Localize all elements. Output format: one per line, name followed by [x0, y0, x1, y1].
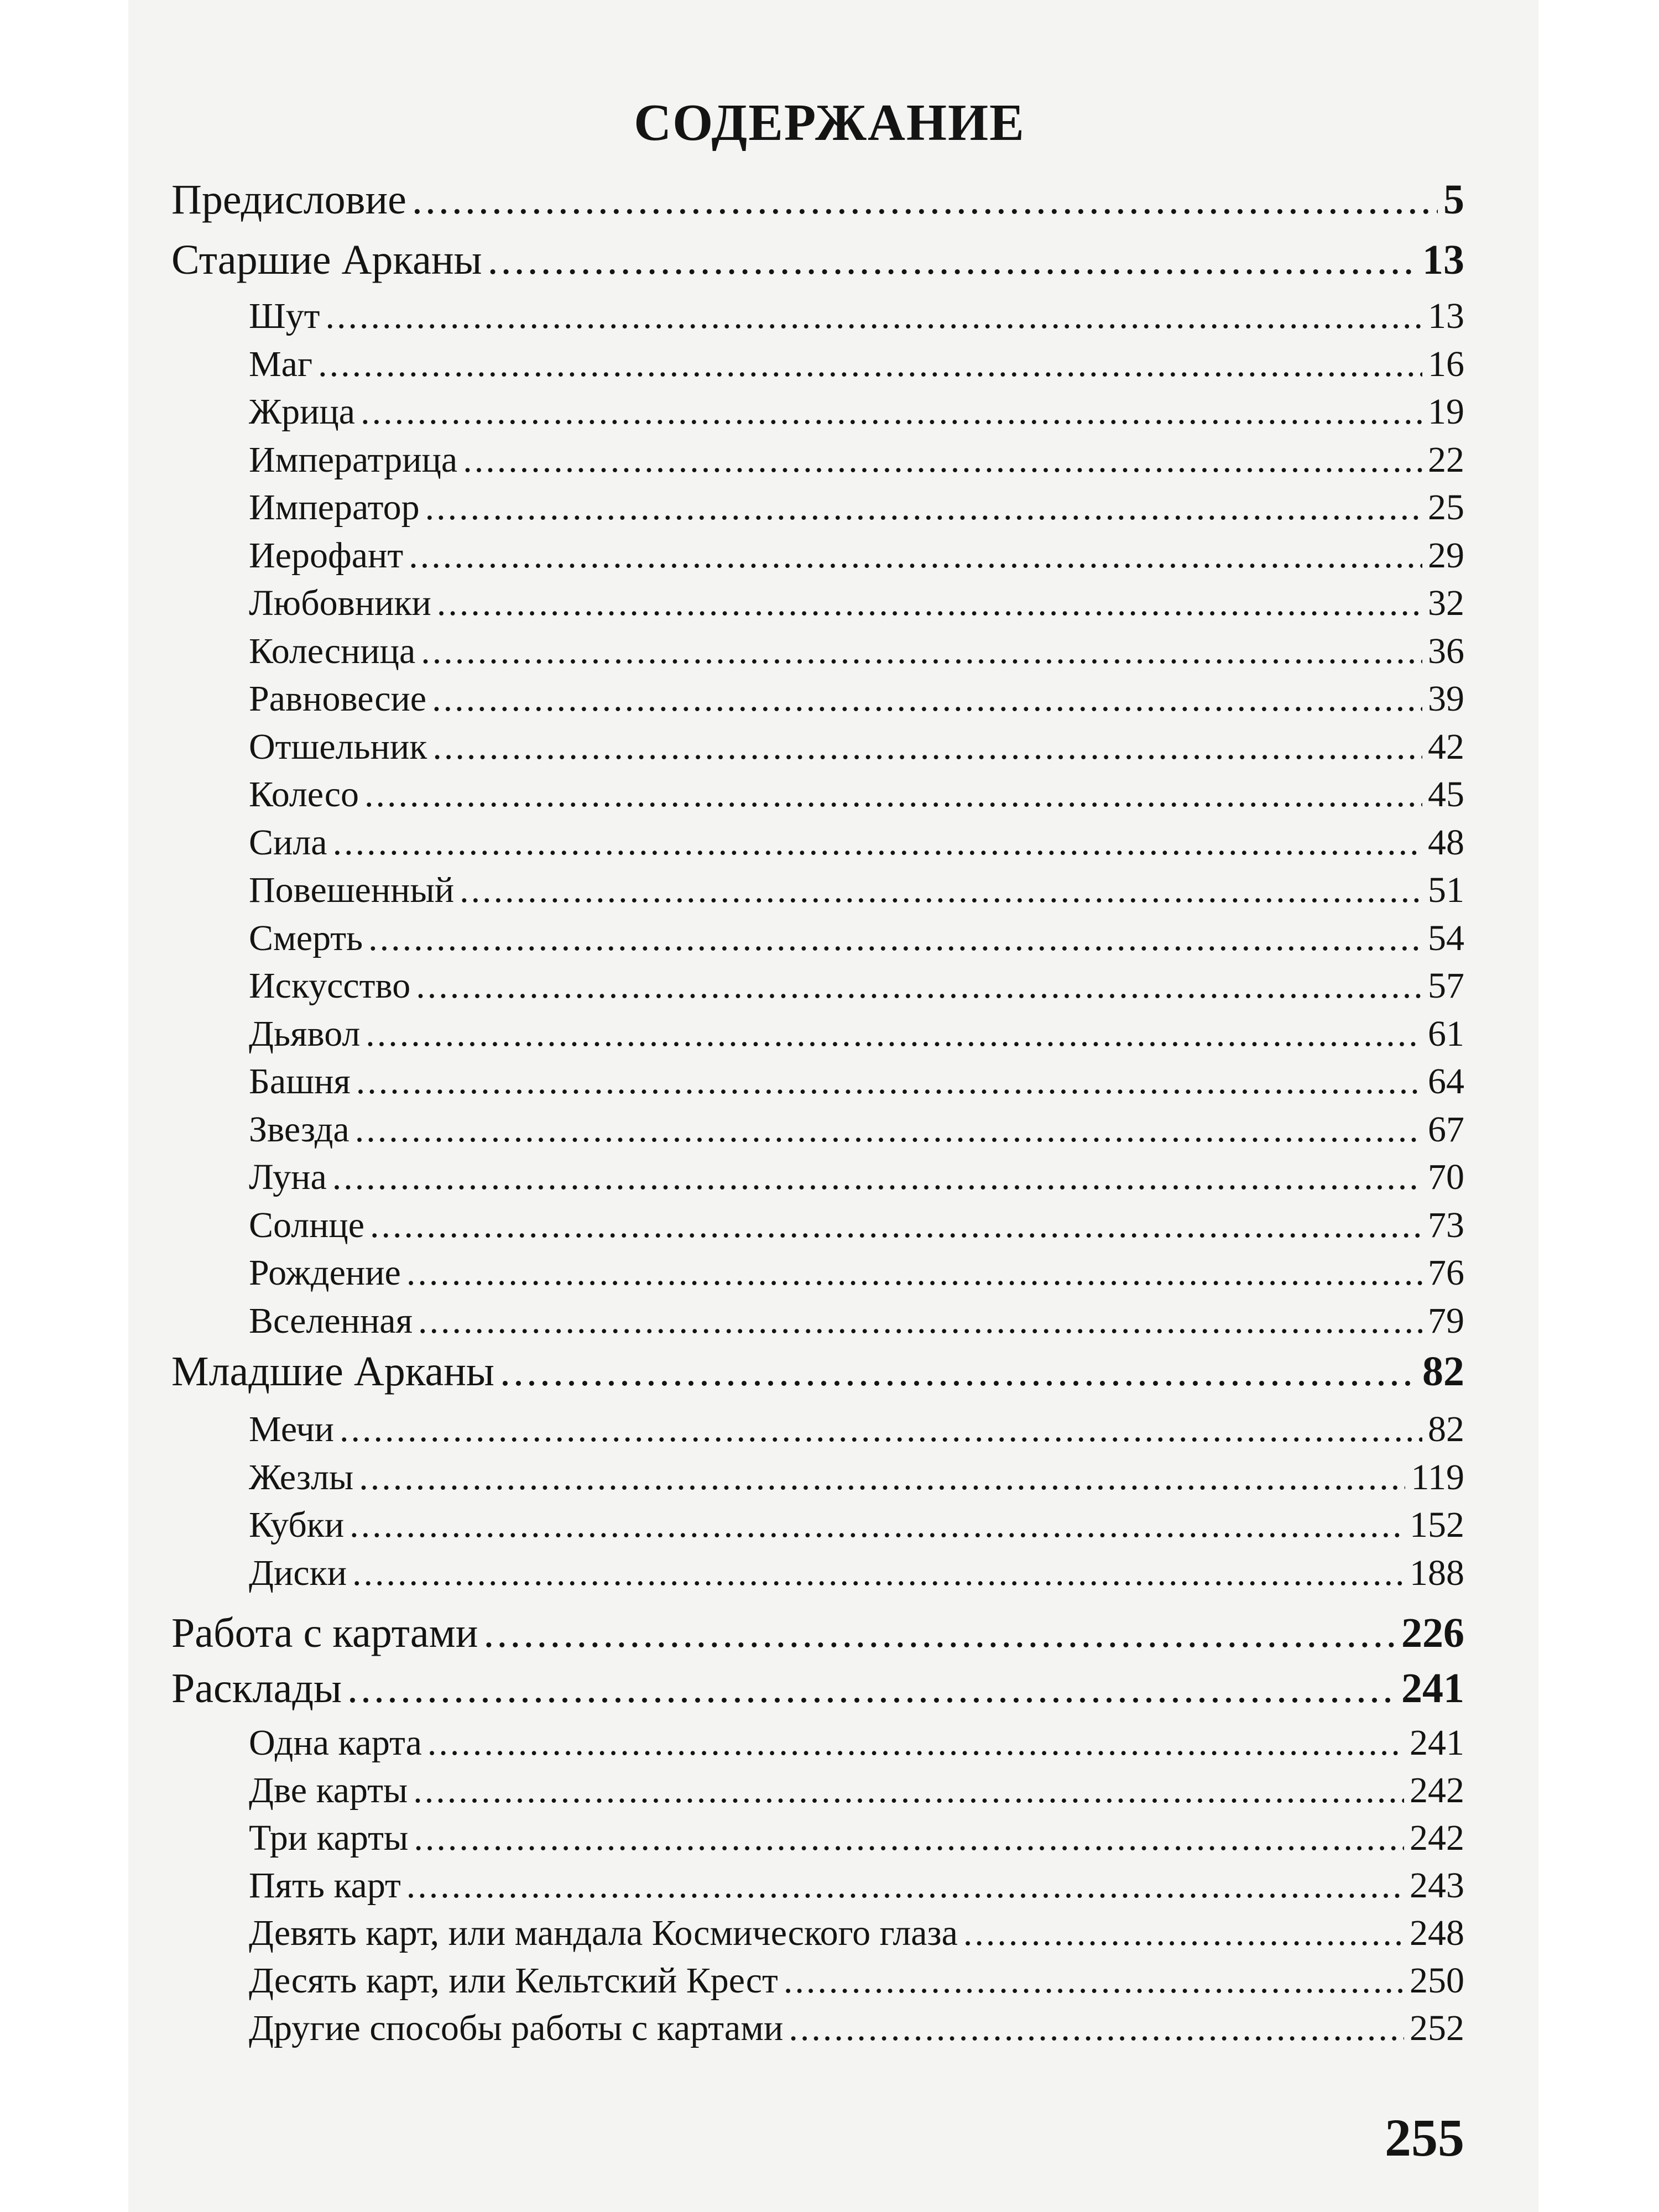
- toc-item: [249, 917, 1464, 959]
- toc-page-number: 5: [1443, 176, 1464, 223]
- dot-leader: [413, 1770, 1404, 1812]
- toc-page-number: 82: [1422, 1348, 1464, 1395]
- toc-page-number: 248: [1410, 1913, 1464, 1953]
- toc-label: Две карты: [249, 1770, 408, 1811]
- toc-label: Предисловие: [171, 176, 406, 223]
- toc-section: [171, 1348, 1464, 1396]
- toc-item: [249, 630, 1464, 672]
- dot-leader: [361, 391, 1422, 433]
- toc-page-number: 243: [1410, 1865, 1464, 1906]
- toc-page-number: 152: [1410, 1505, 1464, 1545]
- toc-item: [249, 678, 1464, 720]
- toc-item: [249, 1457, 1464, 1499]
- toc-item: [249, 1300, 1464, 1342]
- dot-leader: [355, 1109, 1422, 1151]
- toc-page-number: 241: [1401, 1665, 1464, 1712]
- toc-page-number: 19: [1428, 392, 1464, 432]
- toc-item: [249, 726, 1464, 768]
- dot-leader: [963, 1912, 1404, 1954]
- dot-leader: [368, 917, 1422, 959]
- toc-page-number: 64: [1428, 1061, 1464, 1102]
- toc-label: Башня: [249, 1061, 351, 1102]
- toc-label: Любовники: [249, 583, 431, 623]
- dot-leader: [500, 1348, 1417, 1396]
- toc-label: Императрица: [249, 440, 458, 480]
- toc-item: [249, 487, 1464, 529]
- dot-leader: [463, 439, 1422, 481]
- toc-item: [249, 774, 1464, 816]
- page-title: СОДЕРЖАНИЕ: [634, 94, 1025, 152]
- dot-leader: [416, 965, 1422, 1007]
- dot-leader: [349, 1504, 1404, 1546]
- toc-page-number: 42: [1428, 727, 1464, 767]
- toc-item: [249, 1408, 1464, 1451]
- dot-leader: [412, 176, 1438, 224]
- toc-item: [249, 582, 1464, 624]
- toc-section: [171, 236, 1464, 284]
- toc-label: Младшие Арканы: [171, 1348, 494, 1395]
- toc-label: Другие способы работы с картами: [249, 2008, 784, 2048]
- toc-page-number: 29: [1428, 535, 1464, 576]
- toc-item: [249, 1912, 1464, 1954]
- toc-label: Звезда: [249, 1109, 349, 1150]
- dot-leader: [427, 1722, 1404, 1764]
- toc-label: Солнце: [249, 1205, 365, 1245]
- toc-page-number: 119: [1411, 1457, 1464, 1498]
- toc-label: Колесница: [249, 631, 416, 671]
- toc-page-number: 39: [1428, 679, 1464, 719]
- dot-leader: [432, 678, 1422, 720]
- toc-item: [249, 869, 1464, 911]
- dot-leader: [325, 295, 1422, 337]
- toc-item: [249, 1252, 1464, 1294]
- toc-item: [249, 343, 1464, 385]
- toc-label: Искусство: [249, 966, 411, 1006]
- toc-page-number: 25: [1428, 487, 1464, 528]
- toc-item: [249, 1960, 1464, 2002]
- dot-leader: [437, 582, 1422, 624]
- toc-label: Повешенный: [249, 870, 455, 910]
- toc-item: [249, 1865, 1464, 1907]
- toc-page-number: 226: [1401, 1610, 1464, 1656]
- dot-leader: [366, 1013, 1422, 1055]
- toc-label: Маг: [249, 344, 313, 384]
- toc-label: Одна карта: [249, 1723, 422, 1763]
- toc-page-number: 54: [1428, 918, 1464, 958]
- toc-page-number: 57: [1428, 966, 1464, 1006]
- dot-leader: [409, 535, 1422, 577]
- toc-label: Луна: [249, 1157, 327, 1197]
- toc-page-number: 242: [1410, 1770, 1464, 1811]
- toc-label: Диски: [249, 1553, 347, 1593]
- dot-leader: [340, 1408, 1422, 1451]
- page-number: 255: [1385, 2108, 1464, 2167]
- toc-label: Император: [249, 487, 420, 528]
- toc-item: [249, 1817, 1464, 1859]
- dot-leader: [418, 1300, 1422, 1342]
- toc-page-number: 48: [1428, 822, 1464, 863]
- toc-label: Равновесие: [249, 679, 427, 719]
- toc-label: Иерофант: [249, 535, 404, 576]
- toc-page-number: 67: [1428, 1109, 1464, 1150]
- toc-item: [249, 1204, 1464, 1246]
- toc-item: [249, 535, 1464, 577]
- toc-label: Старшие Арканы: [171, 237, 482, 283]
- toc-page-number: 82: [1428, 1409, 1464, 1449]
- toc-label: Отшельник: [249, 727, 427, 767]
- toc-label: Дьявол: [249, 1014, 361, 1054]
- dot-leader: [488, 236, 1417, 284]
- toc-page-number: 45: [1428, 774, 1464, 815]
- toc-label: Кубки: [249, 1505, 345, 1545]
- toc-label: Шут: [249, 296, 320, 336]
- dot-leader: [370, 1204, 1422, 1246]
- toc-item: [249, 1722, 1464, 1764]
- toc-page-number: 73: [1428, 1205, 1464, 1245]
- toc-label: Девять карт, или мандала Космического глаза: [249, 1913, 958, 1953]
- dot-leader: [333, 822, 1422, 864]
- toc-page-number: 242: [1410, 1818, 1464, 1858]
- dot-leader: [406, 1865, 1404, 1907]
- toc-page-number: 36: [1428, 631, 1464, 671]
- dot-leader: [347, 1665, 1396, 1713]
- dot-leader: [421, 630, 1422, 672]
- dot-leader: [789, 2007, 1404, 2049]
- dot-leader: [460, 869, 1422, 911]
- toc-item: [249, 1770, 1464, 1812]
- toc-label: Рождение: [249, 1253, 401, 1293]
- toc-label: Пять карт: [249, 1865, 401, 1906]
- toc-label: Расклады: [171, 1665, 342, 1712]
- toc-label: Сила: [249, 822, 327, 863]
- dot-leader: [432, 726, 1422, 768]
- toc-label: Колесо: [249, 774, 359, 815]
- toc-label: Работа с картами: [171, 1610, 478, 1656]
- toc-item: [249, 822, 1464, 864]
- toc-item: [249, 2007, 1464, 2049]
- dot-leader: [406, 1252, 1422, 1294]
- toc-page-number: 76: [1428, 1253, 1464, 1293]
- toc-page-number: 70: [1428, 1157, 1464, 1197]
- toc-item: [249, 391, 1464, 433]
- toc-page-number: 241: [1410, 1723, 1464, 1763]
- toc-label: Жрица: [249, 392, 356, 432]
- dot-leader: [784, 1960, 1404, 2002]
- dot-leader: [425, 487, 1422, 529]
- toc-page-number: 188: [1410, 1553, 1464, 1593]
- toc-page-number: 61: [1428, 1014, 1464, 1054]
- toc-label: Смерть: [249, 918, 363, 958]
- toc-page-number: 22: [1428, 440, 1464, 480]
- toc-label: Жезлы: [249, 1457, 354, 1498]
- dot-leader: [352, 1552, 1404, 1594]
- toc-item: [249, 1504, 1464, 1546]
- toc-page-number: 32: [1428, 583, 1464, 623]
- toc-item: [249, 965, 1464, 1007]
- toc-label: Три карты: [249, 1818, 409, 1858]
- dot-leader: [356, 1061, 1422, 1103]
- dot-leader: [364, 774, 1422, 816]
- toc-item: [249, 439, 1464, 481]
- dot-leader: [318, 343, 1422, 385]
- toc-item: [249, 1013, 1464, 1055]
- toc-page-number: 13: [1422, 237, 1464, 283]
- toc-item: [249, 1156, 1464, 1198]
- toc-label: Вселенная: [249, 1301, 413, 1341]
- dot-leader: [414, 1817, 1404, 1859]
- toc-page-number: 252: [1410, 2008, 1464, 2048]
- dot-leader: [359, 1457, 1405, 1499]
- toc-section: [171, 1609, 1464, 1657]
- toc-section: [171, 176, 1464, 224]
- toc-item: [249, 1552, 1464, 1594]
- toc-section: [171, 1665, 1464, 1713]
- toc-item: [249, 1109, 1464, 1151]
- toc-page-number: 13: [1428, 296, 1464, 336]
- toc-label: Мечи: [249, 1409, 334, 1449]
- toc-page-number: 250: [1410, 1960, 1464, 2001]
- toc-item: [249, 295, 1464, 337]
- dot-leader: [483, 1609, 1396, 1657]
- dot-leader: [332, 1156, 1422, 1198]
- toc-page-number: 16: [1428, 344, 1464, 384]
- toc-page-number: 79: [1428, 1301, 1464, 1341]
- toc-label: Десять карт, или Кельтский Крест: [249, 1960, 778, 2001]
- toc-page-number: 51: [1428, 870, 1464, 910]
- toc-item: [249, 1061, 1464, 1103]
